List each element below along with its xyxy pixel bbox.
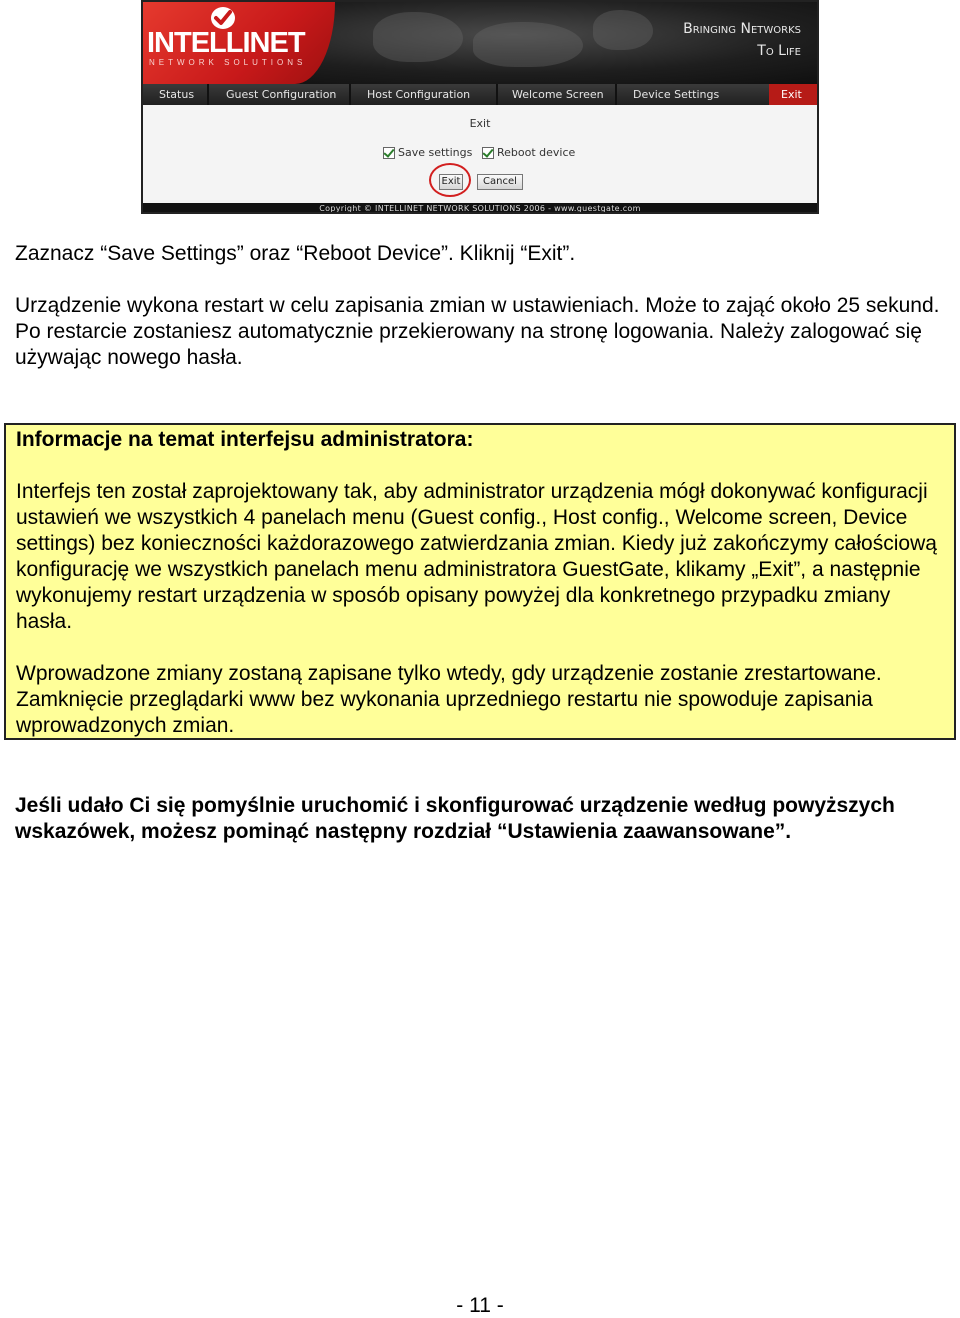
note-paragraph-1: Interfejs ten został zaprojektowany tak, aby administrator urządzenia mógł dokonywać konfiguracji ustawień we wszystkich 4 panelach menu (Guest config., Host config., Welcome screen, Device settings) bez konieczności każdorazowego zatwierdzania zmian. Kiedy już zakończymy całościową konfigurację we wszystkich panelach menu administratora GuestGate, klikamy „Exit”, a następnie wykonujemy restart urządzenia w sposób opisany powyżej dla konkretnego przypadku zmiany hasła. <box>16 480 937 633</box>
nav-exit[interactable]: Exit <box>769 84 817 105</box>
summary-paragraph: Jeśli udało Ci się pomyślnie uruchomić i skonfigurować urządzenie według powyższych wskazówek, możesz pominąć następny rozdział “Ustawienia zaawansowane”. <box>15 794 895 843</box>
world-map-shape <box>473 22 583 67</box>
logo-panel <box>143 2 335 84</box>
world-map-shape <box>373 12 463 62</box>
reboot-device-option[interactable] <box>482 146 575 159</box>
nav-welcome-screen[interactable]: Welcome Screen <box>498 84 617 105</box>
exit-panel <box>143 105 817 203</box>
tagline <box>683 18 801 62</box>
save-settings-label: Save settings <box>398 146 473 159</box>
admin-nav-bar <box>143 84 817 105</box>
exit-button[interactable]: Exit <box>439 174 463 190</box>
note-paragraph-2: Wprowadzone zmiany zostaną zapisane tylko wtedy, gdy urządzenie zostanie zrestartowane. Zamknięcie przeglądarki www bez wykonania uprzedniego restartu nie spowoduje zapisania wprowadzonych zmian. <box>16 662 882 737</box>
restart-paragraph: Urządzenie wykona restart w celu zapisania zmian w ustawieniach. Może to zająć około 25 sekund. Po restarcie zostaniesz automatycznie przekierowany na stronę logowania. Należy zalogować się używając nowego hasła. <box>15 294 940 369</box>
save-settings-checkbox[interactable] <box>383 147 395 159</box>
reboot-device-checkbox[interactable] <box>482 147 494 159</box>
brand-logo: INTELLINET <box>147 27 305 59</box>
page-number: - 11 - <box>456 1294 504 1317</box>
nav-host-configuration[interactable]: Host Configuration <box>351 84 498 105</box>
world-map-shape <box>593 10 653 50</box>
tagline-line-2: To Life <box>757 43 801 59</box>
nav-status[interactable]: Status <box>143 84 209 105</box>
reboot-device-label: Reboot device <box>497 146 576 159</box>
cancel-button[interactable]: Cancel <box>477 174 523 190</box>
exit-panel-title: Exit <box>469 117 491 130</box>
nav-guest-configuration[interactable]: Guest Configuration <box>209 84 351 105</box>
checkmark-logo-icon <box>211 7 235 29</box>
tagline-line-1: Bringing Networks <box>683 21 801 37</box>
brand-subtitle: NETWORK SOLUTIONS <box>149 58 307 67</box>
note-title: Informacje na temat interfejsu administratora: <box>16 428 474 451</box>
admin-interface-note <box>4 423 956 740</box>
admin-screenshot <box>141 0 819 214</box>
save-settings-option[interactable] <box>383 146 472 159</box>
nav-device-settings[interactable]: Device Settings <box>633 88 720 101</box>
screenshot-footer: Copyright © INTELLINET NETWORK SOLUTIONS 2006 - www.guestgate.com <box>143 203 817 214</box>
screenshot-header <box>143 2 817 84</box>
instruction-paragraph: Zaznacz “Save Settings” oraz “Reboot Device”. Kliknij “Exit”. <box>15 242 576 265</box>
